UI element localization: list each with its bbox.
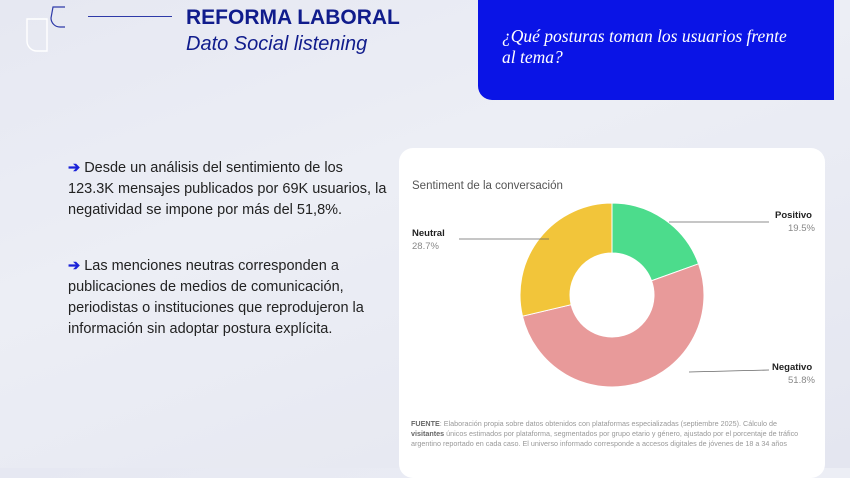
label-positivo: Positivo <box>775 210 812 221</box>
label-negativo: Negativo <box>772 362 813 373</box>
question-text: ¿Qué posturas toman los usuarios frente al tema? <box>502 26 787 67</box>
source-note <box>411 419 811 449</box>
arrow-right-icon: ➔ <box>68 160 81 176</box>
chart-title: Sentiment de la conversación <box>412 180 563 192</box>
donut-chart <box>399 148 825 418</box>
label-neutral: Neutral <box>412 228 445 239</box>
logo-icon <box>25 5 65 55</box>
page-title: REFORMA LABORAL <box>186 6 400 29</box>
chart-card <box>399 148 825 478</box>
source-text-2: únicos estimados por plataforma, segmentados por grupo etario y género, ajustado por el porcentaje de tráfico argentino reportado en cada caso. El universo informado corresponde a accesos digitales de jóvenes de 18 a 34 años <box>411 429 799 448</box>
arrow-right-icon: ➔ <box>68 258 81 274</box>
source-bold: visitantes <box>411 429 445 438</box>
bullet-1 <box>68 158 388 221</box>
source-label: FUENTE <box>411 419 440 428</box>
bullet-text: Las menciones neutras corresponden a publicaciones de medios de comunicación, periodistas o instituciones que reprodujeron la información sin adoptar postura explícita. <box>68 258 364 337</box>
bullet-2 <box>68 256 388 340</box>
pct-negativo: 51.8% <box>788 375 815 386</box>
bullet-text: Desde un análisis del sentimiento de los 123.3K mensajes publicados por 69K usuarios, la negatividad se impone por más del 51,8%. <box>68 160 387 218</box>
source-text: : Elaboración propia sobre datos obtenidos con plataformas especializadas (septiembre 2025). Cálculo de <box>439 419 777 428</box>
pct-neutral: 28.7% <box>412 241 439 252</box>
header-divider <box>88 16 172 17</box>
slice-neutral <box>520 203 612 316</box>
question-box <box>478 0 834 100</box>
page-subtitle: Dato Social listening <box>186 33 368 55</box>
pct-positivo: 19.5% <box>788 223 815 234</box>
leader-line <box>689 370 769 372</box>
